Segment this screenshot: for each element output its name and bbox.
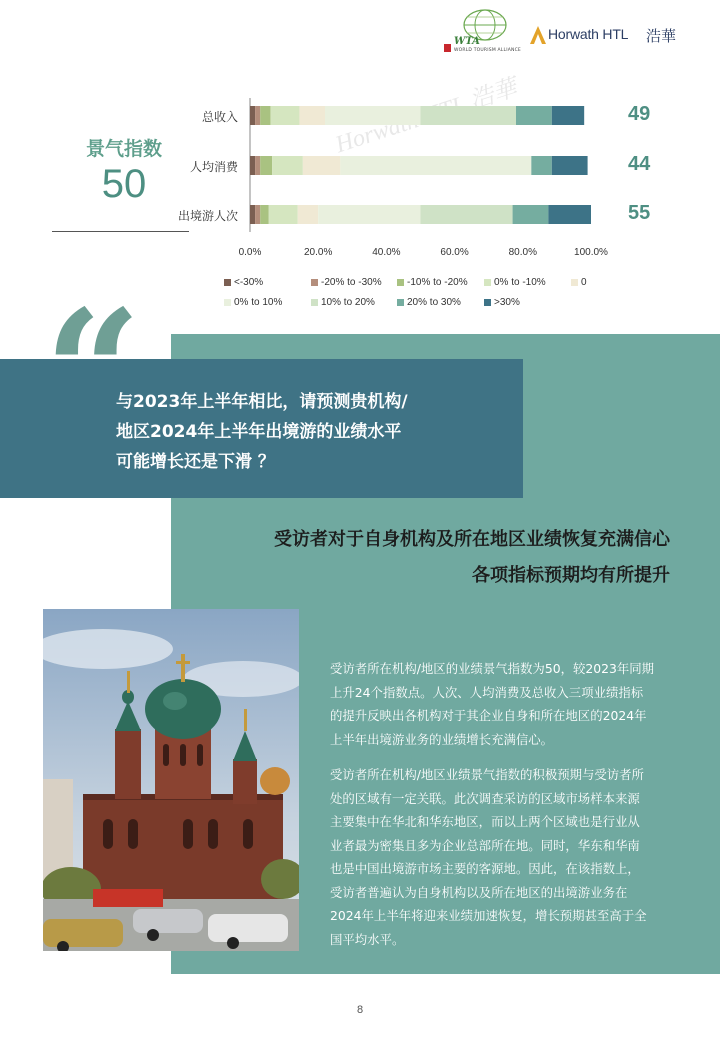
wta-logo <box>444 8 521 53</box>
bar-segment <box>318 205 420 224</box>
text-line: 的提升反映出各机构对于其企业自身和所在地区的2024年 <box>330 708 647 723</box>
legend-swatch <box>311 299 318 306</box>
legend-item <box>224 277 263 288</box>
x-tick-label: 20.0% <box>304 247 333 258</box>
score-label: 49 <box>628 103 651 125</box>
legend-item <box>397 297 461 308</box>
x-tick-label: 40.0% <box>372 247 401 258</box>
index-title: 景气指数 <box>85 138 162 160</box>
horwath-text: Horwath HTL <box>548 26 629 42</box>
text-line: 受访者所在机构/地区业绩景气指数的积极预期与受访者所 <box>330 767 644 782</box>
legend-label: 20% to 30% <box>407 297 461 308</box>
x-tick-label: 80.0% <box>508 247 537 258</box>
bar-segment <box>548 205 591 224</box>
bar-segment <box>516 106 552 125</box>
question-line: 地区2024年上半年出境游的业绩水平 <box>116 422 402 442</box>
bar-segment <box>260 156 272 175</box>
legend-item <box>571 277 587 288</box>
category-label: 人均消费 <box>189 160 238 174</box>
x-tick-label: 100.0% <box>574 247 608 258</box>
legend-swatch <box>484 279 491 286</box>
legend-swatch <box>397 279 404 286</box>
bar-segment <box>270 106 299 125</box>
bar-segment <box>250 156 255 175</box>
legend-label: 0 <box>581 277 587 288</box>
x-tick-label: 0.0% <box>238 247 262 258</box>
legend-swatch <box>397 299 404 306</box>
bar-segment <box>298 205 318 224</box>
section-heading-2: 各项指标预期均有所提升 <box>472 565 670 586</box>
cathedral-photo <box>43 609 299 951</box>
legend-label: <-30% <box>234 277 264 288</box>
legend-item <box>397 277 468 288</box>
text-line: 受访者普遍认为自身机构以及所在地区的出境游业务在 <box>330 884 628 900</box>
legend-label: >30% <box>494 297 520 308</box>
bar-segment <box>269 205 298 224</box>
bar-segment <box>421 106 516 125</box>
question-line: 可能增长还是下滑 ？ <box>116 452 275 472</box>
bar-segment <box>421 205 513 224</box>
horwath-cn: 浩華 <box>646 27 677 45</box>
bar-segment <box>552 106 584 125</box>
legend-label: 10% to 20% <box>321 297 375 308</box>
text-line: 上半年出境游业务的业绩增长充满信心。 <box>330 731 554 747</box>
paragraph-1 <box>330 657 670 751</box>
text-line: 处的区域有一定关联。此次调查采访的区域市场样本来源 <box>330 790 640 806</box>
bar-segment <box>260 205 269 224</box>
legend-label: -10% to -20% <box>407 277 468 288</box>
bar-segment <box>552 156 588 175</box>
index-value: 50 <box>101 162 147 206</box>
text-line: 2024年上半年将迎来业绩加速恢复，增长预期甚至高于全 <box>330 908 647 923</box>
bar-segment <box>255 205 260 224</box>
legend-item <box>224 297 282 308</box>
bar-segment <box>299 106 325 125</box>
bar-segment <box>272 156 303 175</box>
legend-label: -20% to -30% <box>321 277 382 288</box>
legend-swatch <box>224 279 231 286</box>
text-line: 上升24个指数点。人次、人均消费及总收入三项业绩指标 <box>330 684 644 700</box>
legend-item <box>311 297 375 308</box>
category-label: 总收入 <box>201 110 238 124</box>
score-label: 44 <box>628 153 651 175</box>
category-label: 出境游人次 <box>177 209 238 223</box>
legend-label: 0% to 10% <box>234 297 283 308</box>
wta-logo-sub: WORLD TOURISM ALLIANCE <box>454 48 521 53</box>
paragraph-2 <box>330 763 670 951</box>
bar-segment <box>250 106 255 125</box>
text-line: 受访者所在机构/地区的业绩景气指数为50，较2023年同期 <box>330 661 655 676</box>
text-line: 主要集中在华北和华东地区，而以上两个区域也是行业从 <box>330 814 640 829</box>
bar-segment <box>325 106 420 125</box>
text-line: 业者最为密集且多为企业总部所在地。同时，华东和华南 <box>330 837 640 853</box>
cathedral-illustration <box>43 609 299 951</box>
question-box <box>0 359 523 498</box>
legend-swatch <box>571 279 578 286</box>
text-line: 国平均水平。 <box>330 931 405 947</box>
x-tick-label: 60.0% <box>440 247 469 258</box>
bar-segment <box>255 156 260 175</box>
bar-segment <box>260 106 270 125</box>
text-line: 也是中国出境游市场主要的客源地。因此，在该指数上， <box>330 861 640 876</box>
watermark: Horwath 浩華 <box>332 75 521 159</box>
horwath-logo <box>528 24 678 48</box>
legend-item <box>484 297 520 308</box>
section-heading-1: 受访者对于自身机构及所在地区业绩恢复充满信心 <box>274 529 670 550</box>
legend-item <box>484 277 546 288</box>
score-label: 55 <box>628 202 651 224</box>
horwath-chevron-icon <box>528 24 548 46</box>
legend-item <box>311 277 382 288</box>
legend-swatch <box>484 299 491 306</box>
legend-swatch <box>311 279 318 286</box>
question-line: 与2023年上半年相比，请预测贵机构/ <box>116 392 408 412</box>
legend-swatch <box>224 299 231 306</box>
wta-red-square <box>444 44 451 52</box>
legend-label: 0% to -10% <box>494 277 546 288</box>
question-text <box>116 387 516 477</box>
page-number: 8 <box>356 1004 364 1016</box>
bar-segment <box>250 205 255 224</box>
bar-segment <box>303 156 341 175</box>
bar-segment <box>513 205 549 224</box>
wta-logo-text: WTA <box>454 36 480 47</box>
bar-segment <box>255 106 260 125</box>
bar-segment <box>531 156 551 175</box>
bar-segment <box>340 156 531 175</box>
